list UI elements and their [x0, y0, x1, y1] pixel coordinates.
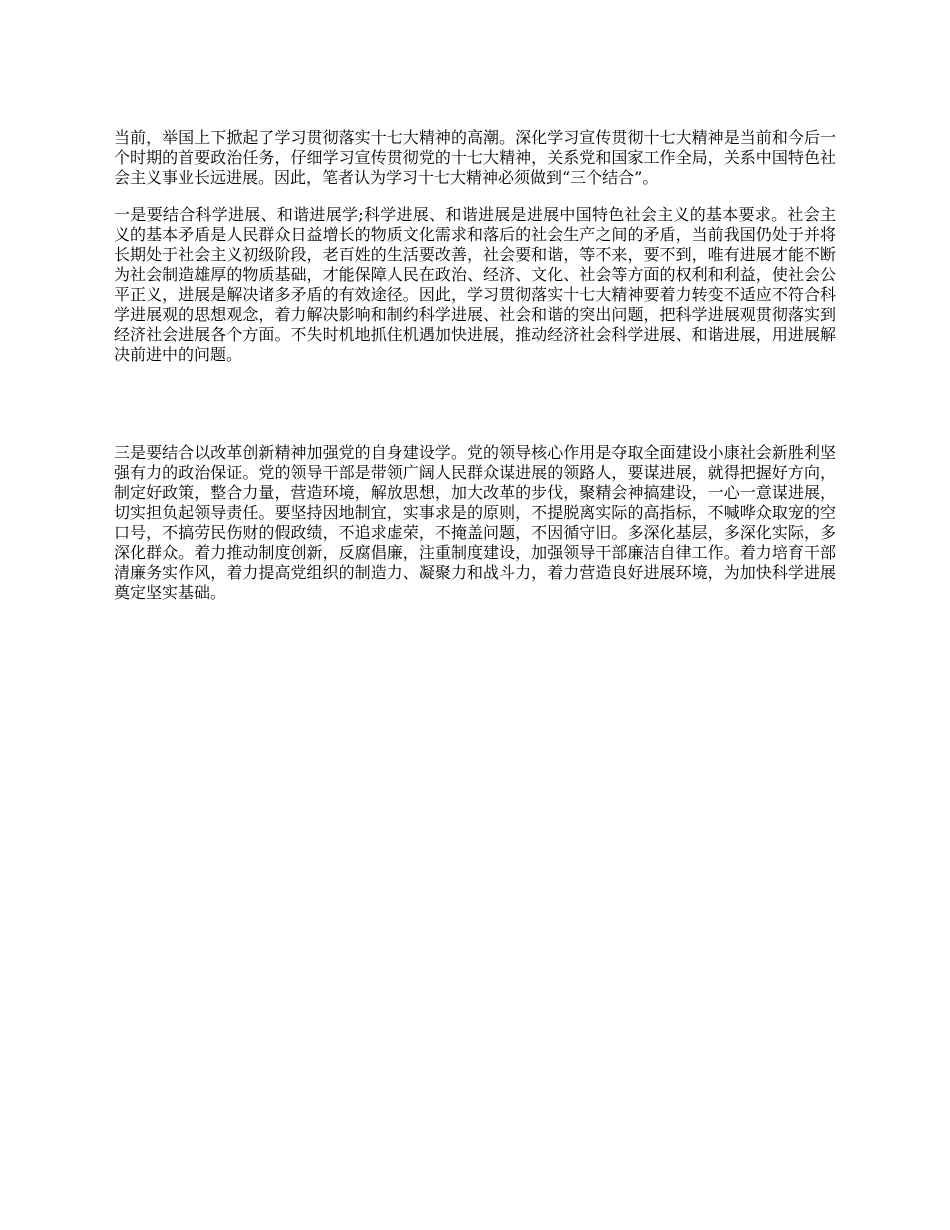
- paragraph-point-one: 一是要结合科学进展、和谐进展学;科学进展、和谐进展是进展中国特色社会主义的基本要求。社会主义的基本矛盾是人民群众日益增长的物质文化需求和落后的社会生产之间的矛盾，当前我国仍处于并将长期处于社会主义初级阶段，老百姓的生活要改善，社会要和谐，等不来，要不到，唯有进展才能不断为社会制造雄厚的物质基础，才能保障人民在政治、经济、文化、社会等方面的权利和利益，使社会公平正义，进展是解决诸多矛盾的有效途径。因此，学习贯彻落实十七大精神要着力转变不适应不符合科学进展观的思想观念，着力解决影响和制约科学进展、社会和谐的突出问题，把科学进展观贯彻落实到经济社会进展各个方面。不失时机地抓住机遇加快进展，推动经济社会科学进展、和谐进展，用进展解决前进中的问题。: [114, 205, 836, 364]
- paragraph-intro: 当前，举国上下掀起了学习贯彻落实十七大精神的高潮。深化学习宣传贯彻十七大精神是当前和今后一个时期的首要政治任务，仔细学习宣传贯彻党的十七大精神，关系党和国家工作全局，关系中国特色社会主义事业长远进展。因此，笔者认为学习十七大精神必须做到“三个结合”。: [114, 128, 836, 187]
- document-body: [114, 128, 836, 603]
- paragraph-point-three: 三是要结合以改革创新精神加强党的自身建设学。党的领导核心作用是夺取全面建设小康社会新胜利坚强有力的政治保证。党的领导干部是带领广阔人民群众谋进展的领路人，要谋进展，就得把握好方向，制定好政策，整合力量，营造环境，解放思想，加大改革的步伐，聚精会神搞建设，一心一意谋进展，切实担负起领导责任。要坚持因地制宜，实事求是的原则，不提脱离实际的高指标，不喊哗众取宠的空口号，不搞劳民伤财的假政绩，不追求虚荣，不掩盖问题，不因循守旧。多深化基层，多深化实际，多深化群众。着力推动制度创新，反腐倡廉，注重制度建设，加强领导干部廉洁自律工作。着力培育干部清廉务实作风，着力提高党组织的制造力、凝聚力和战斗力，着力营造良好进展环境，为加快科学进展奠定坚实基础。: [114, 443, 836, 602]
